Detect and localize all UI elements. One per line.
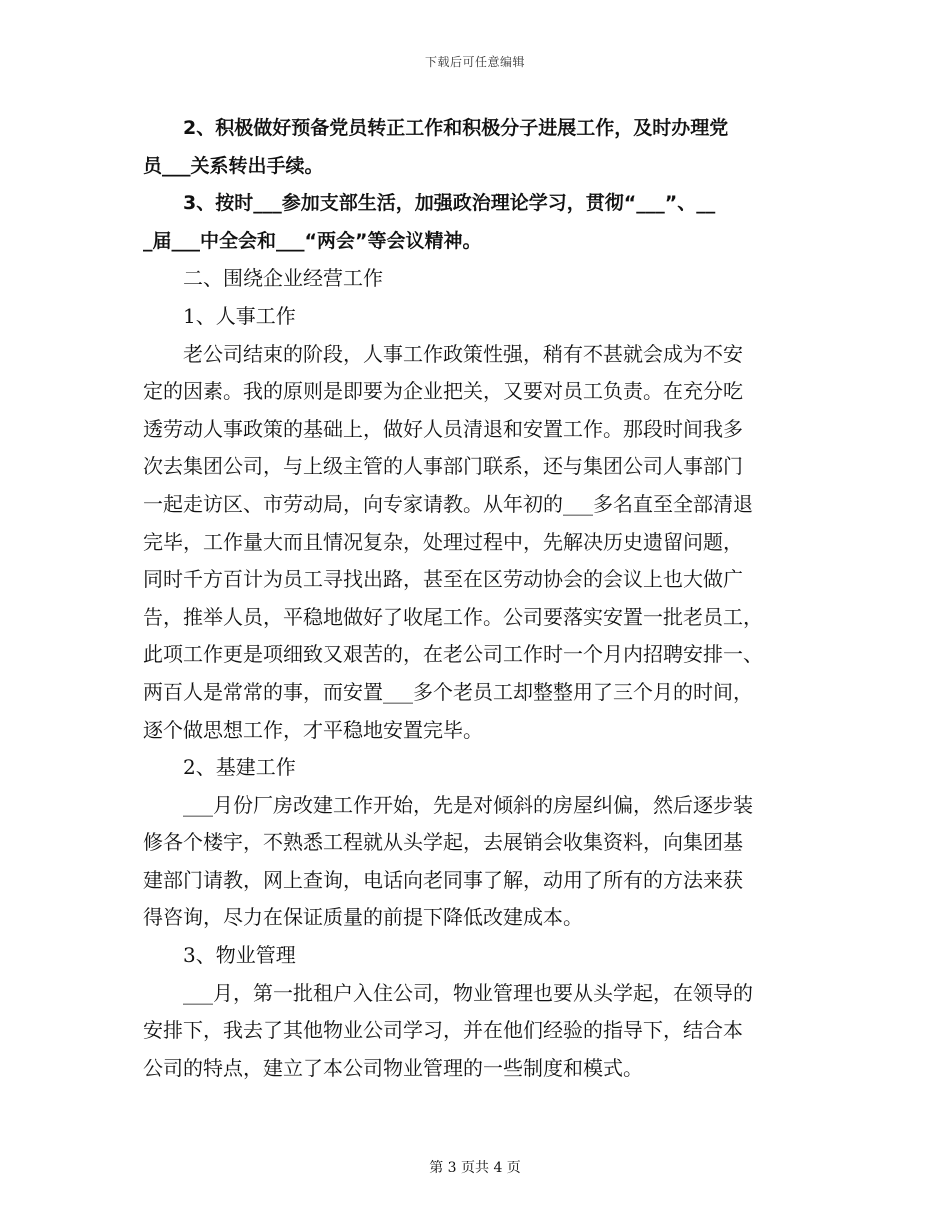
paragraph-line: 3、按时___参加支部生活，加强政治理论学习，贯彻“___”、__	[183, 192, 716, 215]
paragraph-line: 此项工作更是项细致又艰苦的，在老公司工作时一个月内招聘安排一、	[143, 642, 763, 667]
paragraph-line: 逐个做思想工作，才平稳地安置完毕。	[143, 717, 483, 742]
paragraph-line: 修各个楼宇，不熟悉工程就从头学起，去展销会收集资料，向集团基	[143, 830, 743, 855]
paragraph-line: 同时千方百计为员工寻找出路，甚至在区劳动协会的会议上也大做广	[143, 567, 743, 592]
subsection-heading: 2、基建工作	[183, 755, 296, 780]
paragraph-line: 建部门请教，网上查询，电话向老同事了解，动用了所有的方法来获	[143, 867, 743, 892]
paragraph-line: 员___关系转出手续。	[143, 154, 324, 177]
paragraph-line: 告，推举人员，平稳地做好了收尾工作。公司要落实安置一批老员工，	[143, 604, 763, 629]
paragraph-line: 完毕，工作量大而且情况复杂，处理过程中，先解决历史遗留问题，	[143, 529, 743, 554]
paragraph-line: 2、积极做好预备党员转正工作和积极分子进展工作，及时办理党	[183, 117, 729, 139]
section-heading: 二、围绕企业经营工作	[183, 266, 383, 291]
paragraph-line: 透劳动人事政策的基础上，做好人员清退和安置工作。那段时间我多	[143, 416, 743, 441]
paragraph-line: 两百人是常常的事，而安置___多个老员工却整整用了三个月的时间，	[143, 679, 753, 704]
paragraph-line: ___月份厂房改建工作开始，先是对倾斜的房屋纠偏，然后逐步装	[183, 792, 753, 817]
paragraph-line: 一起走访区、市劳动局，向专家请教。从年初的___多名直至全部清退	[143, 491, 753, 516]
page-number: 第 3 页共 4 页	[429, 1160, 521, 1176]
download-note: 下载后可任意编辑	[424, 55, 525, 69]
paragraph-line: _届___中全会和___“两会”等会议精神。	[143, 229, 482, 252]
paragraph-line: 得咨询，尽力在保证质量的前提下降低改建成本。	[143, 905, 583, 930]
paragraph-line: 次去集团公司，与上级主管的人事部门联系，还与集团公司人事部门	[143, 454, 743, 479]
paragraph-line: 老公司结束的阶段，人事工作政策性强，稍有不甚就会成为不安	[183, 341, 743, 366]
subsection-heading: 3、物业管理	[183, 943, 296, 968]
document-body	[143, 110, 828, 1087]
paragraph-line: 定的因素。我的原则是即要为企业把关，又要对员工负责。在充分吃	[143, 379, 743, 404]
subsection-heading: 1、人事工作	[183, 303, 296, 328]
paragraph-line: 安排下，我去了其他物业公司学习，并在他们经验的指导下，结合本	[143, 1018, 743, 1043]
paragraph-line: 公司的特点，建立了本公司物业管理的一些制度和模式。	[143, 1055, 643, 1080]
paragraph-line: ___月，第一批租户入住公司，物业管理也要从头学起，在领导的	[183, 980, 753, 1005]
